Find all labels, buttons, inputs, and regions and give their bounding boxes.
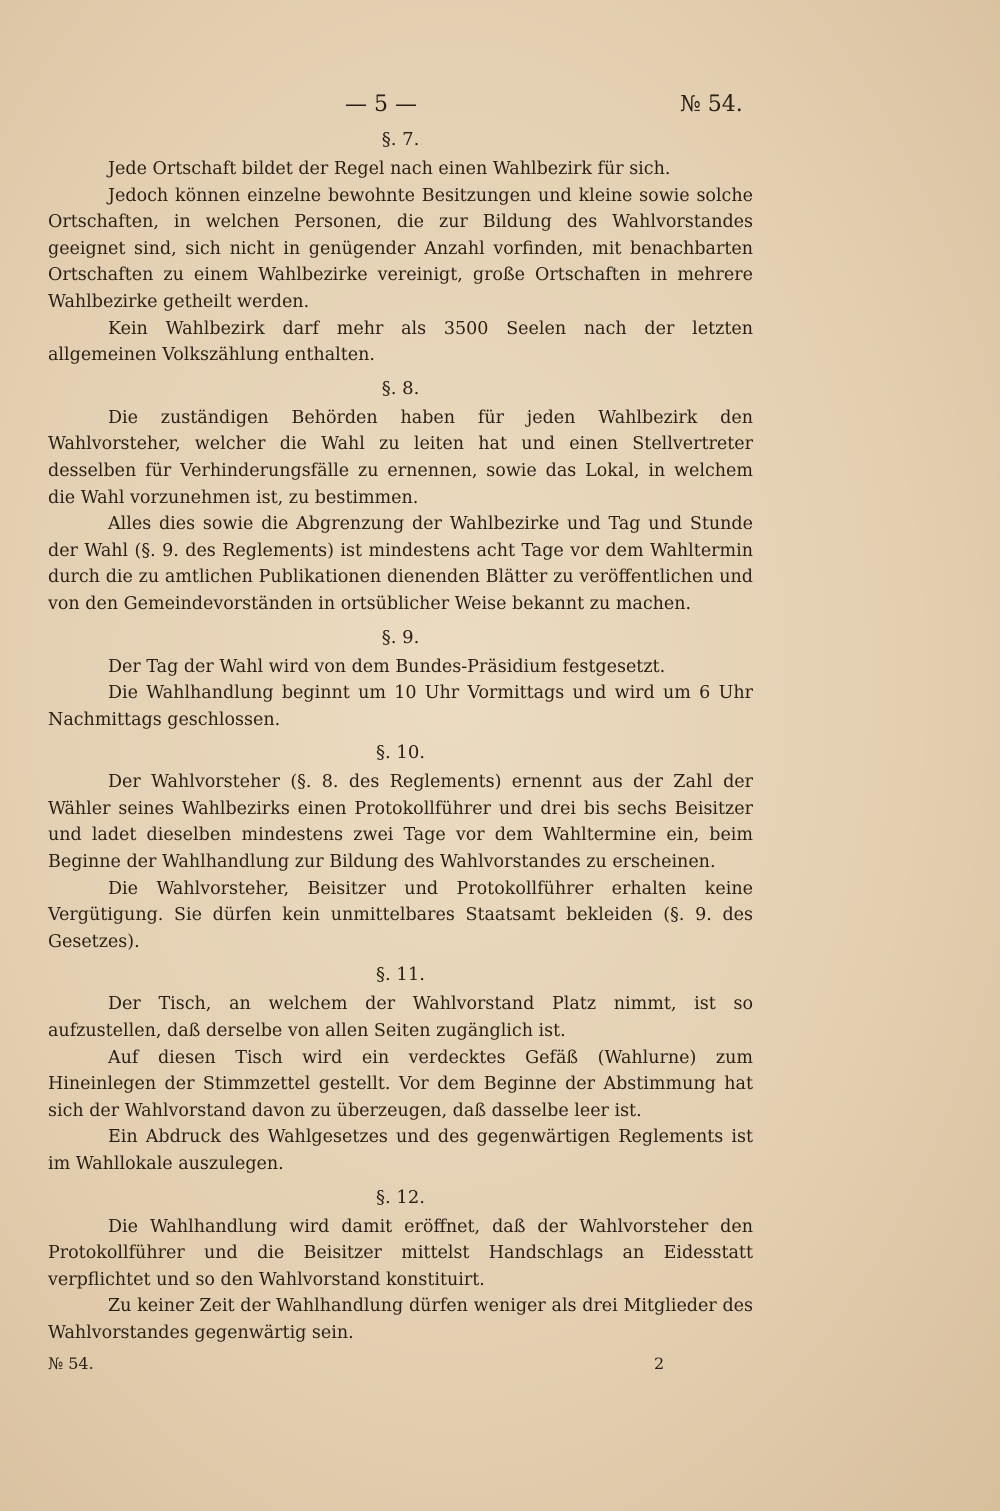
paragraph: Der Wahlvorsteher (§. 8. des Reglements) ernennt aus der Zahl der Wähler seines Wahlbezirks einen Protokollführer und drei bis sechs Beisitzer und ladet dieselben mindestens zwei Tage vor dem Wahltermine ein, beim Beginne der Wahlhandlung zur Bildung des Wahlvorstandes zu erscheinen. bbox=[48, 772, 753, 873]
paragraph: Die Wahlhandlung wird damit eröffnet, daß der Wahlvorsteher den Protokollführer und die Beisitzer mittelst Handschlags an Eidesstatt verpflichtet und so den Wahlvorstand konstituirt. bbox=[48, 1216, 753, 1290]
page-header bbox=[0, 92, 1000, 122]
paragraph: Alles dies sowie die Abgrenzung der Wahlbezirke und Tag und Stunde der Wahl (§. 9. des Reglements) ist mindestens acht Tage vor dem Wahltermin durch die zu amtlichen Publikationen dienenden Blätter zu veröffentlichen und von den Gemeindevorständen in ortsüblicher Weise bekannt zu machen. bbox=[48, 514, 753, 614]
page-footer bbox=[48, 1354, 753, 1378]
paragraph: Jedoch können einzelne bewohnte Besitzungen und kleine sowie solche Ortschaften, in welchen Personen, die zur Bildung des Wahlvorstandes geeignet sind, sich nicht in genügender Anzahl vorfinden, mit benachbarten Ortschaften zu einem Wahlbezirke vereinigt, große Ortschaften in mehrere Wahlbezirke getheilt werden. bbox=[48, 185, 753, 312]
paragraph: Auf diesen Tisch wird ein verdecktes Gefäß (Wahlurne) zum Hineinlegen der Stimmzettel gestellt. Vor dem Beginne der Abstimmung hat sich der Wahlvorstand davon zu überzeugen, daß dasselbe leer ist. bbox=[48, 1047, 753, 1121]
paragraph: Ein Abdruck des Wahlgesetzes und des gegenwärtigen Reglements ist im Wahllokale auszulegen. bbox=[48, 1127, 753, 1174]
paragraph: Jede Ortschaft bildet der Regel nach einen Wahlbezirk für sich. bbox=[108, 159, 671, 179]
paragraph: Der Tag der Wahl wird von dem Bundes-Präsidium festgesetzt. bbox=[108, 656, 666, 677]
paragraph: Zu keiner Zeit der Wahlhandlung dürfen weniger als drei Mitglieder des Wahlvorstandes gegenwärtig sein. bbox=[48, 1296, 753, 1343]
section-heading: §. 12. bbox=[375, 1186, 426, 1208]
section-heading: §. 8. bbox=[381, 377, 420, 399]
paragraph: Der Tisch, an welchem der Wahlvorstand Platz nimmt, ist so aufzustellen, daß derselbe von allen Seiten zugänglich ist. bbox=[48, 994, 753, 1042]
paragraph: Die Wahlhandlung beginnt um 10 Uhr Vormittags und wird um 6 Uhr Nachmittags geschlossen. bbox=[48, 683, 753, 730]
sheet-signature: 2 bbox=[654, 1354, 665, 1373]
document-body bbox=[48, 126, 753, 1347]
paragraph: Kein Wahlbezirk darf mehr als 3500 Seelen nach der letzten allgemeinen Volkszählung enthalten. bbox=[48, 318, 753, 366]
paragraph: Die zuständigen Behörden haben für jeden Wahlbezirk den Wahlvorsteher, welcher die Wahl zu leiten hat und einen Stellvertreter desselben für Verhinderungsfälle zu ernennen, sowie das Lokal, in welchem die Wahl vorzunehmen ist, zu bestimmen. bbox=[48, 407, 753, 508]
section-heading: §. 7. bbox=[381, 129, 420, 150]
paragraph: Die Wahlvorsteher, Beisitzer und Protokollführer erhalten keine Vergütigung. Sie dürfen kein unmittelbares Staatsamt bekleiden (§. 9. des Gesetzes). bbox=[48, 878, 753, 952]
issue-number: № 54. bbox=[680, 92, 743, 117]
footer-issue-number: № 54. bbox=[48, 1354, 94, 1373]
section-heading: §. 9. bbox=[381, 626, 420, 648]
section-heading: §. 10. bbox=[375, 742, 426, 764]
page-number: — 5 — bbox=[345, 92, 417, 117]
section-heading: §. 11. bbox=[375, 964, 426, 986]
